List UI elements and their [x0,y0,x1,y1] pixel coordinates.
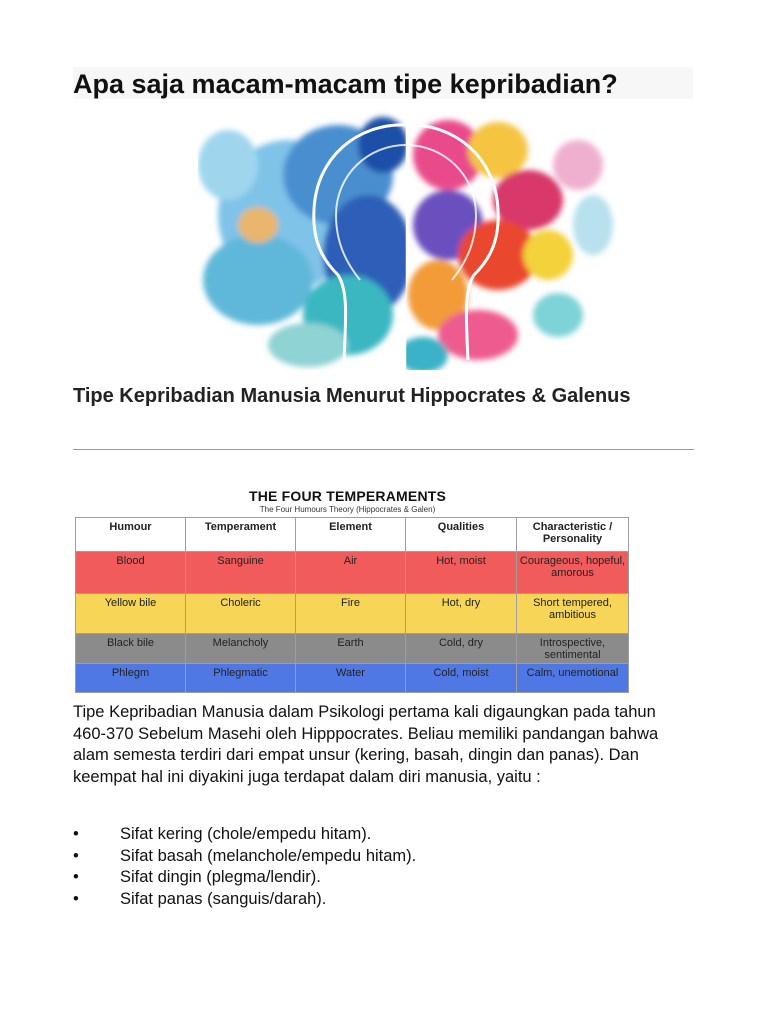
list-item [73,867,673,889]
list-item [73,846,673,868]
list-item-text: Sifat dingin (plegma/lendir). [120,868,321,886]
list-item-text: Sifat panas (sanguis/darah). [120,889,327,908]
table-cell: Calm, unemotional [517,664,629,693]
table-cell: Cold, dry [406,634,517,664]
table-header-row [76,518,629,552]
colorful-heads-image [198,105,622,370]
table-row [76,552,629,594]
table-cell: Choleric [186,594,296,634]
list-item [73,824,673,846]
table-cell: Melancholy [186,634,296,664]
column-header: Characteristic / Personality [517,518,629,552]
bullet-icon: • [73,868,79,886]
table-row [76,634,629,664]
table-row [76,594,629,634]
table-cell: Fire [296,594,406,634]
table-cell: Short tempered, ambitious [517,594,629,634]
table-cell: Air [296,552,406,594]
temperaments-figure [75,488,628,693]
table-cell: Cold, moist [406,664,517,693]
table-row [76,664,629,693]
temperaments-subtitle: The Four Humours Theory (Hippocrates & Galen) [259,505,436,514]
list-item-text: Sifat basah (melanchole/empedu hitam). [120,846,417,865]
body-paragraph: Tipe Kepribadian Manusia dalam Psikologi pertama kali digaungkan pada tahun 460-370 Sebelum Masehi oleh Hipppocrates. Beliau memiliki pandangan bahwa alam semesta terdiri dari empat unsur (kering, basah, dingin dan panas). Dan keempat hal ini diyakini juga terdapat dalam diri manusia, yaitu : [73,703,659,786]
table-cell: Water [296,664,406,693]
column-header: Humour [76,518,186,552]
table-cell: Phlegmatic [186,664,296,693]
bullet-list [73,824,673,910]
column-header: Qualities [406,518,517,552]
temperaments-table [75,517,629,693]
table-cell: Hot, dry [406,594,517,634]
table-cell: Hot, moist [406,552,517,594]
divider [73,449,694,450]
table-cell: Black bile [76,634,186,664]
list-item-text: Sifat kering (chole/empedu hitam). [120,825,372,843]
page-title: Apa saja macam-macam tipe kepribadian? [73,67,693,99]
table-cell: Sanguine [186,552,296,594]
table-cell: Earth [296,634,406,664]
table-cell: Blood [76,552,186,594]
column-header: Element [296,518,406,552]
table-cell: Yellow bile [76,594,186,634]
table-cell: Phlegm [76,664,186,693]
bullet-icon: • [73,889,79,908]
table-cell: Courageous, hopeful, amorous [517,552,629,594]
section-heading: Tipe Kepribadian Manusia Menurut Hippocrates & Galenus [73,385,631,407]
temperaments-title: THE FOUR TEMPERAMENTS [248,488,447,504]
bullet-icon: • [73,846,79,865]
list-item [73,889,673,911]
column-header: Temperament [186,518,296,552]
bullet-icon: • [73,825,79,843]
table-cell: Introspective, sentimental [517,634,629,664]
